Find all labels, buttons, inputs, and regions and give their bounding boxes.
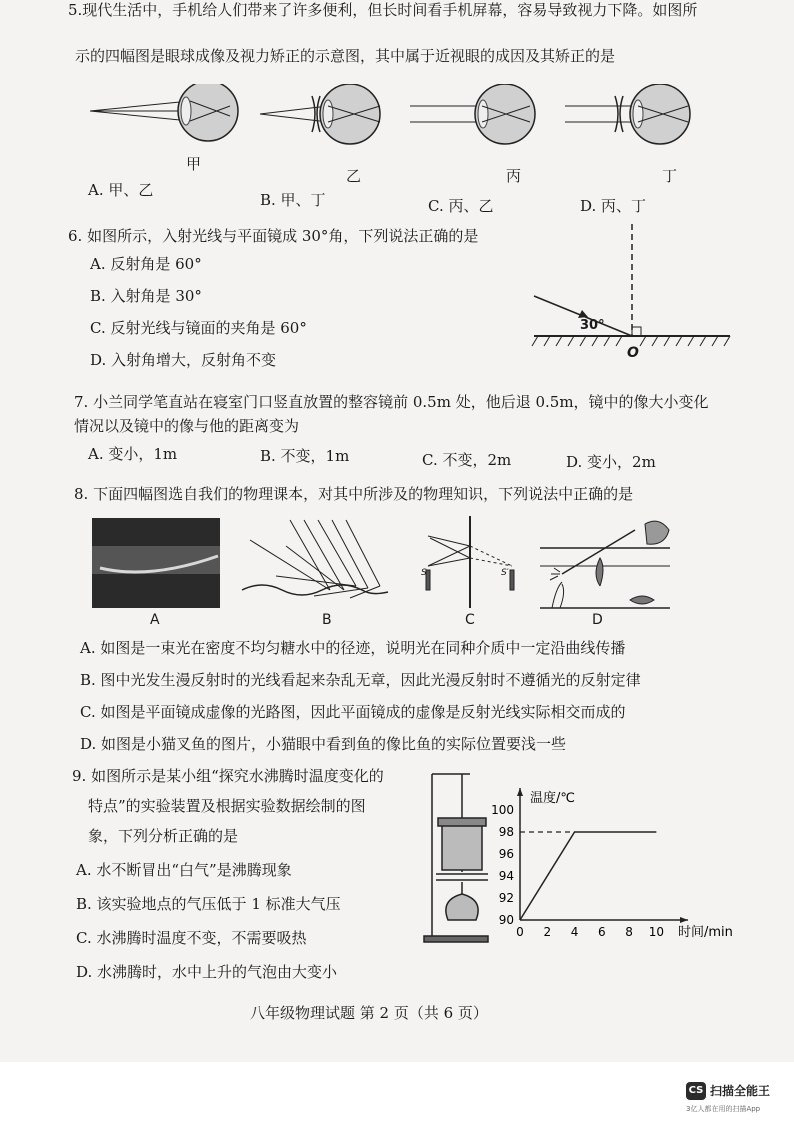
x-tick-label: 8: [625, 925, 633, 939]
q8-option-c[interactable]: C. 如图是平面镜成虚像的光路图，因此平面镜成的虚像是反射光线实际相交而成的: [80, 703, 626, 721]
x-tick-label: 10: [648, 925, 665, 939]
eye-label-bing: 丙: [506, 167, 522, 185]
x-tick-label: 4: [570, 925, 579, 939]
q5-stem-line2: 示的四幅图是眼球成像及视力矫正的示意图，其中属于近视眼的成因及其矫正的是: [75, 47, 616, 65]
q9-stem-line1: 9. 如图所示是某小组“探究水沸腾时温度变化的: [72, 767, 384, 785]
q9-option-b[interactable]: B. 该实验地点的气压低于 1 标准大气压: [76, 895, 341, 913]
temperature-series-line: [520, 832, 656, 920]
x-axis-label: 时间/min: [678, 925, 733, 940]
q8-label-b: B: [322, 612, 332, 628]
q7-stem-line2: 情况以及镜中的像与他的距离变为: [74, 417, 300, 435]
y-tick-label: 100: [491, 803, 514, 817]
q8-point-s-prime: S′: [501, 568, 509, 578]
q7-option-c[interactable]: C. 不变，2m: [422, 451, 512, 469]
brand-name: 扫描全能王: [710, 1084, 771, 1098]
q8-stem: 8. 下面四幅图选自我们的物理课本，对其中所涉及的物理知识，下列说法中正确的是: [74, 485, 634, 503]
q7-option-b[interactable]: B. 不变，1m: [260, 447, 350, 465]
q7-option-a[interactable]: A. 变小，1m: [88, 445, 178, 463]
q9-option-d[interactable]: D. 水沸腾时，水中上升的气泡由大变小: [76, 963, 338, 981]
q7-stem-line1: 7. 小兰同学笔直站在寝室门口竖直放置的整容镜前 0.5m 处，他后退 0.5m，镜中的像大小变化: [74, 393, 709, 411]
eye-figure-bing: [410, 84, 535, 144]
y-tick-label: 94: [498, 869, 514, 883]
y-axis-label: 温度/℃: [530, 791, 575, 806]
y-tick-label: 90: [498, 913, 514, 927]
q5-stem-line1: 5.现代生活中，手机给人们带来了许多便利，但长时间看手机屏幕，容易导致视力下降。如图所: [68, 1, 698, 19]
angle-label: 30°: [580, 318, 605, 333]
x-axis-arrow: [680, 917, 688, 923]
q7-option-d[interactable]: D. 变小，2m: [566, 453, 656, 471]
y-axis-arrow: [517, 788, 523, 796]
q8-option-b[interactable]: B. 图中光发生漫反射时的光线看起来杂乱无章，因此光漫反射时不遵循光的反射定律: [80, 671, 641, 689]
q8-point-s: S: [421, 568, 427, 578]
q5-option-d[interactable]: D. 丙、丁: [580, 197, 647, 215]
eye-figure-yi: [260, 84, 380, 144]
q8-figure-d: [540, 521, 670, 608]
q8-figure-a: [92, 518, 220, 608]
q8-label-c: C: [465, 612, 475, 628]
q6-stem: 6. 如图所示，入射光线与平面镜成 30°角，下列说法正确的是: [68, 227, 479, 245]
eye-label-yi: 乙: [346, 167, 362, 185]
q5-option-b[interactable]: B. 甲、丁: [260, 191, 326, 209]
point-o-label: O: [627, 345, 639, 361]
x-tick-label: 0: [516, 925, 524, 939]
q8-figures: [90, 516, 700, 616]
eye-label-ding: 丁: [662, 167, 678, 185]
q9-option-a[interactable]: A. 水不断冒出“白气”是沸腾现象: [76, 861, 292, 879]
eye-label-jia: 甲: [186, 155, 202, 173]
q6-option-b[interactable]: B. 入射角是 30°: [90, 287, 202, 305]
q5-eye-figures: [90, 84, 700, 184]
q5-option-c[interactable]: C. 丙、乙: [428, 197, 494, 215]
y-tick-label: 98: [498, 825, 514, 839]
q8-option-a[interactable]: A. 如图是一束光在密度不均匀糖水中的径迹，说明光在同种介质中一定沿曲线传播: [80, 639, 626, 657]
page-footer: 八年级物理试题 第 2 页（共 6 页）: [250, 1004, 488, 1022]
eye-figure-jia: [90, 84, 238, 141]
q8-label-d: D: [592, 612, 603, 628]
x-tick-label: 6: [597, 925, 606, 939]
q9-stem-line3: 象，下列分析正确的是: [88, 827, 239, 845]
cs-logo-icon: CS: [686, 1082, 706, 1100]
y-tick-label: 96: [498, 847, 514, 861]
x-tick-label: 2: [543, 925, 552, 939]
q9-stem-line2: 特点”的实验装置及根据实验数据绘制的图: [88, 797, 366, 815]
y-tick-label: 92: [498, 891, 514, 905]
q6-option-d[interactable]: D. 入射角增大，反射角不变: [90, 351, 277, 369]
q8-option-d[interactable]: D. 如图是小猫叉鱼的图片，小猫眼中看到鱼的像比鱼的实际位置要浅一些: [80, 735, 567, 753]
q6-option-a[interactable]: A. 反射角是 60°: [90, 255, 202, 273]
brand-tagline: 3亿人都在用的扫描App: [686, 1105, 761, 1113]
q5-option-a[interactable]: A. 甲、乙: [88, 181, 154, 199]
q9-option-c[interactable]: C. 水沸腾时温度不变，不需要吸热: [76, 929, 307, 947]
q6-mirror-diagram: [530, 224, 735, 354]
temperature-time-chart: [476, 782, 742, 958]
scanner-watermark: [686, 1080, 786, 1120]
eye-figure-ding: [565, 84, 690, 144]
q8-figure-b: [242, 520, 388, 598]
q8-label-a: A: [150, 612, 160, 628]
q6-option-c[interactable]: C. 反射光线与镜面的夹角是 60°: [90, 319, 307, 337]
q8-figure-c: [426, 516, 514, 608]
